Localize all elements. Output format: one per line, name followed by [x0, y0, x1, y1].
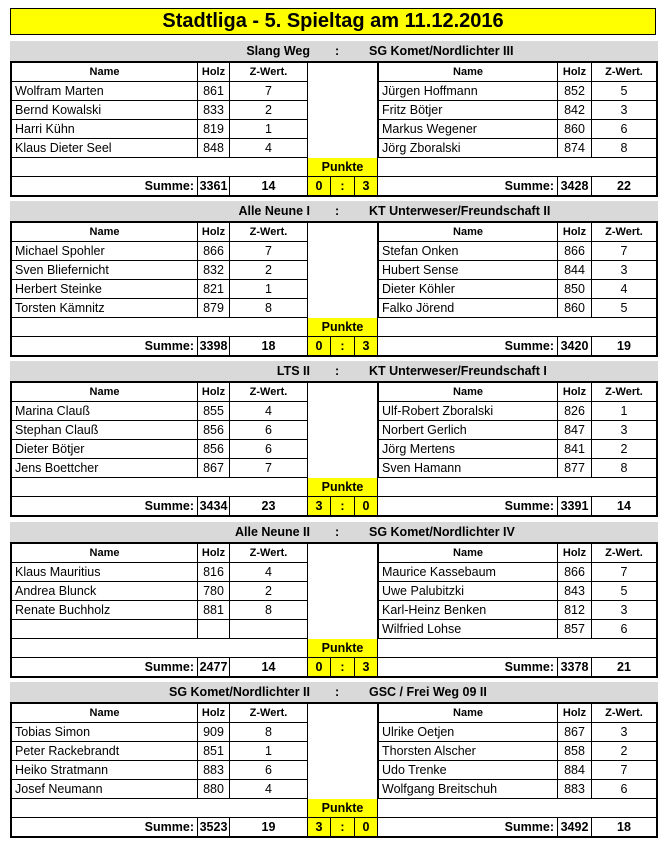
- away-player-holz: 812: [558, 601, 592, 620]
- match-header: [10, 361, 658, 381]
- middle-spacer: [308, 383, 378, 478]
- home-player-holz: 867: [198, 459, 230, 478]
- home-player-zwert: 6: [230, 421, 308, 440]
- away-sum-holz: 3428: [558, 177, 592, 195]
- away-player-name: Ulf-Robert Zboralski: [378, 402, 558, 421]
- home-player-holz: 879: [198, 299, 230, 318]
- away-player-name: Wolfgang Breitschuh: [378, 780, 558, 799]
- home-player-name: Klaus Dieter Seel: [12, 139, 198, 158]
- score-separator: :: [331, 337, 355, 355]
- score-home: 3: [308, 497, 331, 515]
- blank-row: [12, 158, 308, 177]
- match-block: [10, 41, 658, 197]
- home-team: LTS II: [276, 364, 310, 378]
- home-player-name: Tobias Simon: [12, 723, 198, 742]
- home-sum-holz: 3361: [198, 177, 230, 195]
- home-player-name: Renate Buchholz: [12, 601, 198, 620]
- home-player-zwert: 2: [230, 261, 308, 280]
- away-player-zwert: 5: [592, 299, 656, 318]
- away-player-name: Norbert Gerlich: [378, 421, 558, 440]
- col-header-name: Name: [12, 63, 198, 82]
- home-player-name: Wolfram Marten: [12, 82, 198, 101]
- away-player-zwert: 5: [592, 82, 656, 101]
- away-player-name: Fritz Bötjer: [378, 101, 558, 120]
- match-block: [10, 522, 658, 678]
- home-player-holz: 866: [198, 242, 230, 261]
- sum-label: Summe:: [12, 177, 198, 195]
- match-table: [10, 542, 658, 678]
- sum-label: Summe:: [12, 658, 198, 676]
- home-sum-holz: 3398: [198, 337, 230, 355]
- score-home: 3: [308, 818, 331, 836]
- home-player-zwert: 2: [230, 582, 308, 601]
- match-table: [10, 61, 658, 197]
- col-header-name: Name: [378, 704, 558, 723]
- away-sum-zwert: 22: [617, 179, 631, 193]
- home-player-name: Herbert Steinke: [12, 280, 198, 299]
- blank-row: [378, 158, 656, 177]
- middle-spacer: [308, 63, 378, 158]
- match-header: [10, 682, 658, 702]
- away-player-name: Maurice Kassebaum: [378, 563, 558, 582]
- away-player-zwert: 7: [592, 761, 656, 780]
- sum-label: Summe:: [378, 497, 558, 515]
- match-block: [10, 682, 658, 838]
- away-player-holz: 884: [558, 761, 592, 780]
- away-team: KT Unterweser/Freundschaft I: [369, 364, 547, 378]
- col-header-zwert: Z-Wert.: [592, 63, 656, 82]
- away-player-name: Jörg Zboralski: [378, 139, 558, 158]
- score-separator: :: [331, 497, 355, 515]
- middle-spacer: [308, 544, 378, 639]
- away-player-name: Sven Hamann: [378, 459, 558, 478]
- match-header: [10, 522, 658, 542]
- away-sum-zwert: 14: [617, 499, 631, 513]
- col-header-zwert: Z-Wert.: [592, 704, 656, 723]
- sum-label: Summe:: [378, 337, 558, 355]
- home-player-holz: [198, 620, 230, 639]
- home-player-holz: 855: [198, 402, 230, 421]
- vs-separator: :: [335, 685, 340, 699]
- home-player-holz: 883: [198, 761, 230, 780]
- col-header-holz: Holz: [198, 704, 230, 723]
- home-player-zwert: 4: [230, 563, 308, 582]
- away-player-zwert: 8: [592, 459, 656, 478]
- away-player-name: Dieter Köhler: [378, 280, 558, 299]
- blank-row: [12, 639, 308, 658]
- away-player-zwert: 6: [592, 780, 656, 799]
- home-sum-zwert: 19: [230, 818, 308, 836]
- home-player-name: Josef Neumann: [12, 780, 198, 799]
- away-player-zwert: 6: [592, 620, 656, 639]
- blank-row: [378, 318, 656, 337]
- away-sum-zwert: 19: [617, 339, 631, 353]
- home-player-name: Sven Bliefernicht: [12, 261, 198, 280]
- score-home: 0: [308, 337, 331, 355]
- away-player-holz: 866: [558, 242, 592, 261]
- home-player-holz: 856: [198, 421, 230, 440]
- home-player-name: Andrea Blunck: [12, 582, 198, 601]
- score-separator: :: [331, 177, 355, 195]
- home-player-zwert: 4: [230, 780, 308, 799]
- away-player-name: Ulrike Oetjen: [378, 723, 558, 742]
- away-player-zwert: 2: [592, 742, 656, 761]
- match-table: [10, 221, 658, 357]
- home-player-name: Michael Spohler: [12, 242, 198, 261]
- home-sum-holz: 2477: [198, 658, 230, 676]
- away-player-zwert: 3: [592, 101, 656, 120]
- home-player-name: Dieter Bötjer: [12, 440, 198, 459]
- col-header-name: Name: [378, 544, 558, 563]
- home-sum-zwert: 14: [230, 658, 308, 676]
- col-header-holz: Holz: [558, 704, 592, 723]
- sum-label: Summe:: [378, 658, 558, 676]
- blank-row: [12, 799, 308, 818]
- home-player-name: Marina Clauß: [12, 402, 198, 421]
- away-player-zwert: 3: [592, 601, 656, 620]
- home-player-name: Stephan Clauß: [12, 421, 198, 440]
- away-player-name: Falko Jörend: [378, 299, 558, 318]
- middle-spacer: [308, 223, 378, 318]
- home-player-holz: 821: [198, 280, 230, 299]
- home-player-name: Harri Kühn: [12, 120, 198, 139]
- vs-separator: :: [335, 204, 340, 218]
- home-player-holz: 851: [198, 742, 230, 761]
- away-player-zwert: 5: [592, 582, 656, 601]
- away-player-holz: 860: [558, 120, 592, 139]
- match-header: [10, 201, 658, 221]
- vs-separator: :: [335, 364, 340, 378]
- home-player-holz: 861: [198, 82, 230, 101]
- home-player-holz: 856: [198, 440, 230, 459]
- home-player-holz: 848: [198, 139, 230, 158]
- col-header-zwert: Z-Wert.: [592, 223, 656, 242]
- col-header-holz: Holz: [558, 223, 592, 242]
- away-player-holz: 844: [558, 261, 592, 280]
- away-player-holz: 847: [558, 421, 592, 440]
- away-player-holz: 866: [558, 563, 592, 582]
- col-header-holz: Holz: [558, 63, 592, 82]
- away-player-zwert: 2: [592, 440, 656, 459]
- punkte-label: Punkte: [308, 799, 378, 818]
- away-player-holz: 843: [558, 582, 592, 601]
- sum-label: Summe:: [12, 818, 198, 836]
- col-header-holz: Holz: [558, 383, 592, 402]
- away-sum-holz: 3492: [558, 818, 592, 836]
- punkte-label: Punkte: [308, 478, 378, 497]
- home-team: SG Komet/Nordlichter II: [169, 685, 310, 699]
- blank-row: [378, 478, 656, 497]
- away-player-zwert: 3: [592, 421, 656, 440]
- col-header-holz: Holz: [198, 223, 230, 242]
- away-player-zwert: 7: [592, 242, 656, 261]
- away-player-holz: 877: [558, 459, 592, 478]
- away-player-holz: 842: [558, 101, 592, 120]
- away-player-name: Uwe Palubitzki: [378, 582, 558, 601]
- vs-separator: :: [335, 44, 340, 58]
- away-player-name: Markus Wegener: [378, 120, 558, 139]
- home-player-zwert: 8: [230, 723, 308, 742]
- home-sum-holz: 3434: [198, 497, 230, 515]
- away-player-zwert: 3: [592, 723, 656, 742]
- away-sum-zwert: 21: [617, 660, 631, 674]
- away-player-zwert: 4: [592, 280, 656, 299]
- match-block: [10, 201, 658, 357]
- home-player-zwert: 7: [230, 242, 308, 261]
- home-sum-zwert: 14: [230, 177, 308, 195]
- away-player-zwert: 6: [592, 120, 656, 139]
- home-player-holz: 819: [198, 120, 230, 139]
- away-player-name: Jürgen Hoffmann: [378, 82, 558, 101]
- punkte-label: Punkte: [308, 158, 378, 177]
- punkte-label: Punkte: [308, 639, 378, 658]
- away-player-name: Stefan Onken: [378, 242, 558, 261]
- home-player-zwert: 8: [230, 601, 308, 620]
- middle-spacer: [308, 704, 378, 799]
- home-player-holz: 909: [198, 723, 230, 742]
- col-header-name: Name: [378, 223, 558, 242]
- home-player-name: Peter Rackebrandt: [12, 742, 198, 761]
- score-separator: :: [331, 818, 355, 836]
- home-team: Slang Weg: [246, 44, 310, 58]
- home-player-zwert: 4: [230, 402, 308, 421]
- away-player-name: Wilfried Lohse: [378, 620, 558, 639]
- away-team: SG Komet/Nordlichter III: [369, 44, 514, 58]
- away-player-zwert: 1: [592, 402, 656, 421]
- vs-separator: :: [335, 525, 340, 539]
- col-header-zwert: Z-Wert.: [592, 383, 656, 402]
- home-player-holz: 881: [198, 601, 230, 620]
- away-player-holz: 841: [558, 440, 592, 459]
- score-separator: :: [331, 658, 355, 676]
- away-player-zwert: 8: [592, 139, 656, 158]
- home-player-zwert: 8: [230, 299, 308, 318]
- away-player-holz: 883: [558, 780, 592, 799]
- home-sum-holz: 3523: [198, 818, 230, 836]
- home-player-zwert: 1: [230, 120, 308, 139]
- away-player-name: Hubert Sense: [378, 261, 558, 280]
- col-header-zwert: Z-Wert.: [230, 223, 308, 242]
- col-header-name: Name: [12, 383, 198, 402]
- home-team: Alle Neune I: [238, 204, 310, 218]
- blank-row: [12, 478, 308, 497]
- home-player-zwert: 1: [230, 280, 308, 299]
- score-home: 0: [308, 658, 331, 676]
- home-player-name: Bernd Kowalski: [12, 101, 198, 120]
- home-player-holz: 816: [198, 563, 230, 582]
- home-player-holz: 880: [198, 780, 230, 799]
- blank-row: [12, 318, 308, 337]
- home-player-zwert: 2: [230, 101, 308, 120]
- home-player-zwert: 1: [230, 742, 308, 761]
- away-player-name: Udo Trenke: [378, 761, 558, 780]
- away-player-zwert: 7: [592, 563, 656, 582]
- score-home: 0: [308, 177, 331, 195]
- col-header-name: Name: [378, 383, 558, 402]
- away-sum-zwert: 18: [617, 820, 631, 834]
- sum-label: Summe:: [378, 818, 558, 836]
- away-team: GSC / Frei Weg 09 II: [369, 685, 487, 699]
- home-player-name: Torsten Kämnitz: [12, 299, 198, 318]
- score-away: 3: [355, 658, 378, 676]
- col-header-name: Name: [12, 544, 198, 563]
- home-player-zwert: 4: [230, 139, 308, 158]
- sum-label: Summe:: [12, 497, 198, 515]
- col-header-holz: Holz: [198, 383, 230, 402]
- home-sum-zwert: 18: [230, 337, 308, 355]
- home-player-zwert: 7: [230, 459, 308, 478]
- score-away: 0: [355, 497, 378, 515]
- home-player-name: [12, 620, 198, 639]
- away-sum-holz: 3420: [558, 337, 592, 355]
- home-player-holz: 780: [198, 582, 230, 601]
- col-header-holz: Holz: [558, 544, 592, 563]
- match-block: [10, 361, 658, 517]
- sum-label: Summe:: [378, 177, 558, 195]
- home-player-holz: 833: [198, 101, 230, 120]
- home-player-zwert: 6: [230, 761, 308, 780]
- home-player-name: Heiko Stratmann: [12, 761, 198, 780]
- home-team: Alle Neune II: [234, 525, 310, 539]
- away-player-holz: 826: [558, 402, 592, 421]
- away-player-name: Thorsten Alscher: [378, 742, 558, 761]
- blank-row: [378, 639, 656, 658]
- match-table: [10, 381, 658, 517]
- away-player-name: Jörg Mertens: [378, 440, 558, 459]
- home-player-zwert: [230, 620, 308, 639]
- punkte-label: Punkte: [308, 318, 378, 337]
- col-header-zwert: Z-Wert.: [230, 544, 308, 563]
- away-player-holz: 857: [558, 620, 592, 639]
- blank-row: [378, 799, 656, 818]
- home-sum-zwert: 23: [230, 497, 308, 515]
- away-sum-holz: 3378: [558, 658, 592, 676]
- home-player-holz: 832: [198, 261, 230, 280]
- sum-label: Summe:: [12, 337, 198, 355]
- page-title: Stadtliga - 5. Spieltag am 11.12.2016: [10, 8, 656, 35]
- col-header-name: Name: [12, 223, 198, 242]
- away-team: KT Unterweser/Freundschaft II: [369, 204, 551, 218]
- home-player-zwert: 6: [230, 440, 308, 459]
- away-player-holz: 874: [558, 139, 592, 158]
- away-player-holz: 852: [558, 82, 592, 101]
- home-player-name: Klaus Mauritius: [12, 563, 198, 582]
- away-player-holz: 850: [558, 280, 592, 299]
- col-header-holz: Holz: [198, 544, 230, 563]
- match-table: [10, 702, 658, 838]
- col-header-name: Name: [12, 704, 198, 723]
- score-away: 3: [355, 337, 378, 355]
- col-header-zwert: Z-Wert.: [230, 63, 308, 82]
- away-player-holz: 860: [558, 299, 592, 318]
- away-player-holz: 858: [558, 742, 592, 761]
- col-header-name: Name: [378, 63, 558, 82]
- col-header-zwert: Z-Wert.: [230, 383, 308, 402]
- away-player-name: Karl-Heinz Benken: [378, 601, 558, 620]
- col-header-zwert: Z-Wert.: [230, 704, 308, 723]
- home-player-zwert: 7: [230, 82, 308, 101]
- score-away: 0: [355, 818, 378, 836]
- score-away: 3: [355, 177, 378, 195]
- away-sum-holz: 3391: [558, 497, 592, 515]
- home-player-name: Jens Boettcher: [12, 459, 198, 478]
- col-header-zwert: Z-Wert.: [592, 544, 656, 563]
- away-team: SG Komet/Nordlichter IV: [369, 525, 515, 539]
- match-header: [10, 41, 658, 61]
- away-player-holz: 867: [558, 723, 592, 742]
- col-header-holz: Holz: [198, 63, 230, 82]
- away-player-zwert: 3: [592, 261, 656, 280]
